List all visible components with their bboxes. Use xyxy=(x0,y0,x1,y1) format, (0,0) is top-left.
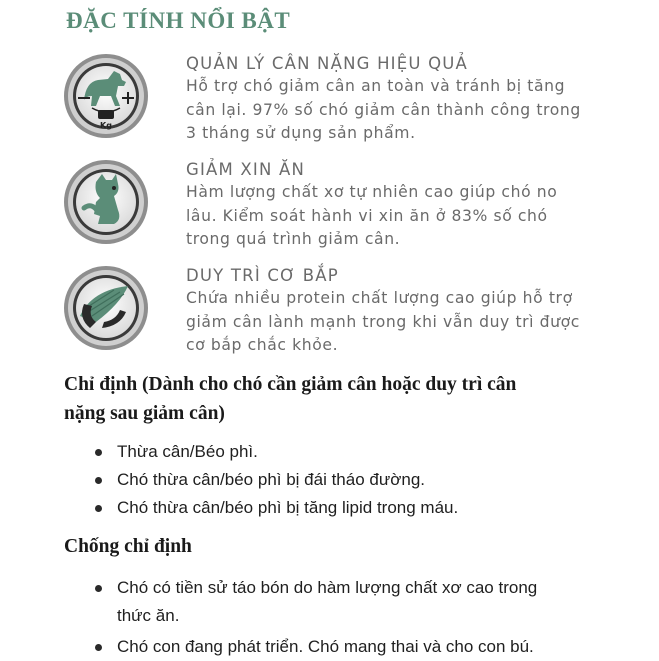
feature-description xyxy=(186,75,639,146)
contraindications-heading: Chống chỉ định xyxy=(64,536,192,557)
item-line: Chó con đang phát triển. Chó mang thai và cho con bú. xyxy=(117,637,534,656)
item-line: thức ăn. xyxy=(117,606,180,625)
feature-line: cơ bắp chắc khỏe. xyxy=(186,336,339,354)
list-item xyxy=(95,574,619,630)
dog-weight-scale-icon xyxy=(62,52,150,140)
scale-label: Kg xyxy=(100,121,112,130)
list-item: Thừa cân/Béo phì. xyxy=(95,438,619,466)
contraindications-list xyxy=(95,574,619,661)
feature-line: giảm cân lành mạnh trong khi vẫn duy trì được xyxy=(186,312,580,331)
list-item: Chó thừa cân/béo phì bị đái tháo đường. xyxy=(95,466,619,494)
feature-description xyxy=(186,181,639,252)
page-title: ĐẶC TÍNH NỔI BẬT xyxy=(66,8,291,33)
feature-line: cân lại. 97% số chó giảm cân thành công trong xyxy=(186,100,581,119)
feature-line: 3 tháng sử dụng sản phẩm. xyxy=(186,124,416,142)
list-item xyxy=(95,633,619,661)
feature-line: Hỗ trợ chó giảm cân an toàn và tránh bị tăng xyxy=(186,77,566,95)
feature-line: Hàm lượng chất xơ tự nhiên cao giúp chó no xyxy=(186,183,558,201)
sitting-dog-icon xyxy=(62,158,150,246)
heading-line: nặng sau giảm cân) xyxy=(64,403,225,424)
indications-list xyxy=(95,438,619,522)
feature-description xyxy=(186,287,639,358)
list-item: Chó thừa cân/béo phì bị tăng lipid trong máu. xyxy=(95,494,619,522)
feature-heading: DUY TRÌ CƠ BẮP xyxy=(186,266,339,285)
feature-text xyxy=(186,53,639,146)
feature-line: trong quá trình giảm cân. xyxy=(186,230,401,248)
feature-text xyxy=(186,159,639,252)
item-line: Chó có tiền sử táo bón do hàm lượng chất xơ cao trong xyxy=(117,578,538,597)
feature-text xyxy=(186,265,639,358)
feature-heading: GIẢM XIN ĂN xyxy=(186,160,306,179)
muscle-fiber-icon xyxy=(62,264,150,352)
feature-heading: QUẢN LÝ CÂN NẶNG HIỆU QUẢ xyxy=(186,54,469,73)
feature-line: lâu. Kiểm soát hành vi xin ăn ở 83% số chó xyxy=(186,206,548,225)
indications-heading xyxy=(64,370,629,428)
feature-line: Chứa nhiều protein chất lượng cao giúp hỗ trợ xyxy=(186,289,573,307)
heading-line: Chỉ định (Dành cho chó cần giảm cân hoặc duy trì cân xyxy=(64,374,517,395)
